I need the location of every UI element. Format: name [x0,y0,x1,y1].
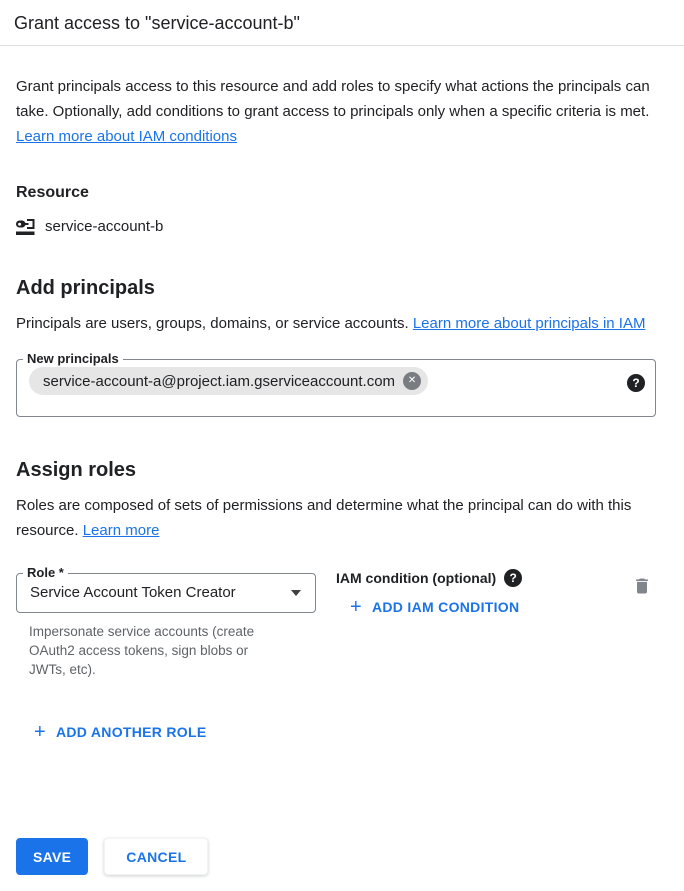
add-iam-condition-label: ADD IAM CONDITION [371,599,520,615]
trash-icon [632,576,652,596]
resource-heading: Resource [16,184,89,201]
plus-icon: + [350,596,362,618]
assign-roles-paragraph [16,493,668,543]
role-label: Role * [27,565,64,580]
dialog-content [0,74,684,759]
assign-roles-text: Roles are composed of sets of permissions and determine what the principal can do with this resource. [16,497,632,539]
principals-learn-more-link[interactable]: Learn more about principals in IAM [412,315,646,332]
resource-name: service-account-b [45,218,164,235]
iam-conditions-link[interactable]: Learn more about IAM conditions [16,128,237,145]
intro-paragraph [16,74,668,149]
role-select[interactable] [16,566,316,613]
intro-text: Grant principals access to this resource and add roles to specify what actions the principals can take. Optionally, add conditions to grant access to principals only when a specific criteria is met. [16,78,650,120]
iam-condition-column [336,566,632,618]
assign-roles-heading: Assign roles [16,459,137,481]
add-principals-text: Principals are users, groups, domains, or service accounts. [16,315,413,332]
service-account-icon [16,219,35,235]
add-another-role-button[interactable] [34,721,207,743]
save-button[interactable]: SAVE [16,838,88,875]
principal-chip-label: service-account-a@project.iam.gserviceaccount.com [43,372,396,390]
cancel-button[interactable]: CANCEL [104,838,208,875]
add-principals-paragraph [16,311,668,336]
new-principals-field[interactable] [16,352,656,417]
add-principals-heading: Add principals [16,277,155,299]
roles-learn-more-link[interactable]: Learn more [82,522,160,539]
role-row [16,566,668,679]
dialog-title: Grant access to "service-account-b" [14,13,300,33]
principal-chip[interactable] [29,367,428,395]
dialog-header [0,0,684,46]
plus-icon: + [34,721,46,743]
principals-help-icon[interactable]: ? [627,374,645,392]
chip-close-icon[interactable]: ✕ [403,372,421,390]
role-helper-text: Impersonate service accounts (create OAuth2 access tokens, sign blobs or JWTs, etc). [29,624,255,677]
role-value: Service Account Token Creator [30,584,236,601]
delete-role-button[interactable] [632,576,652,596]
add-another-role-label: ADD ANOTHER ROLE [55,724,207,740]
dialog-actions [16,838,208,875]
delete-column [632,566,668,601]
new-principals-label: New principals [27,351,119,366]
role-column [16,566,316,679]
add-iam-condition-button[interactable] [350,596,520,618]
dropdown-arrow-icon [291,590,301,596]
iam-condition-help-icon[interactable]: ? [504,569,522,587]
iam-condition-label: IAM condition (optional) [336,570,497,586]
resource-row [16,218,668,235]
